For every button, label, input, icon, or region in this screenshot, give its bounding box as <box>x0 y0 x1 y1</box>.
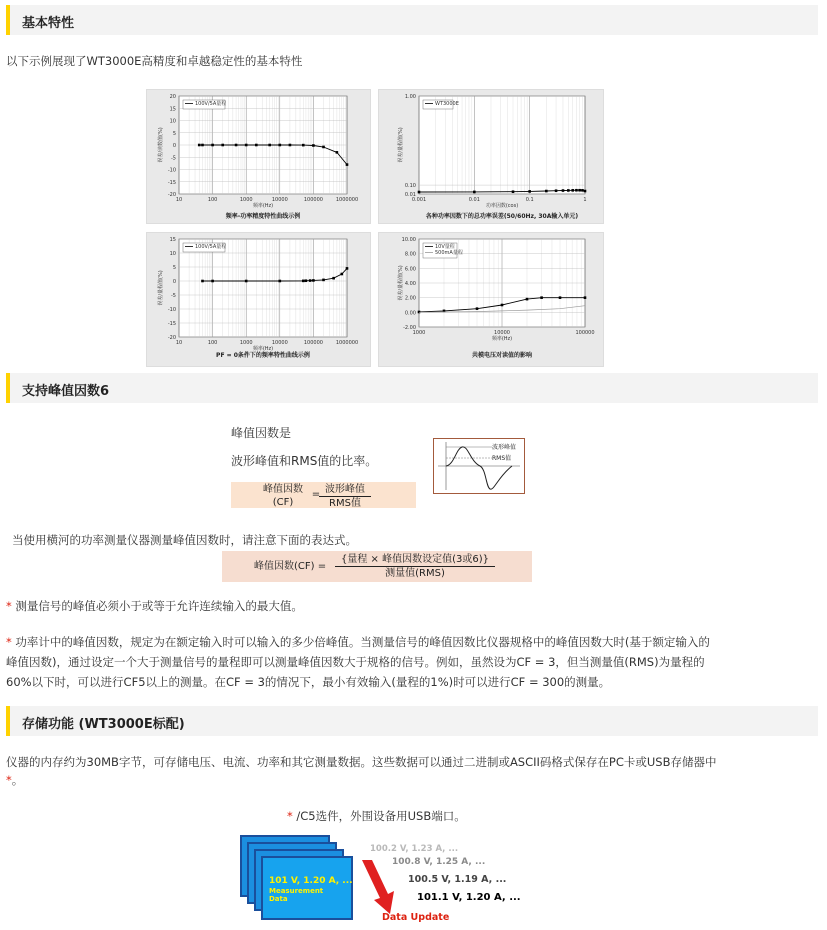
data-point <box>575 189 578 192</box>
data-point <box>322 279 325 282</box>
storage-footnote <box>287 806 466 826</box>
data-line-4: 101.1 V, 1.20 A, ... <box>417 892 521 903</box>
data-point <box>245 144 248 147</box>
chart-freq-accuracy-svg <box>147 90 372 225</box>
data-update-label: Data Update <box>382 912 450 923</box>
footnote-text: /C5选件，外围设备用USB端口。 <box>296 809 466 823</box>
x-tick-label: 100000 <box>575 330 595 336</box>
note2-line2: 峰值因数)，通过设定一个大于测量信号的量程即可以测量峰值因数大于规格的信号。例如，虽然设为CF = 3，但当测量值(RMS)为量程的 <box>6 655 705 669</box>
wave-label-rms: RMS值 <box>492 455 512 462</box>
y-axis-label: 误差/量程值(%) <box>398 265 404 301</box>
data-point <box>302 280 305 283</box>
data-point <box>584 296 587 299</box>
plot-area <box>179 239 347 337</box>
data-point <box>211 280 214 283</box>
x-tick-label: 10000 <box>271 340 288 346</box>
y-tick-label: -15 <box>167 179 176 186</box>
y-tick-label: -5 <box>171 293 176 299</box>
storage-desc-end <box>6 770 23 790</box>
x-tick-label: 1000 <box>412 330 426 336</box>
x-axis-label: 频率(Hz) <box>491 336 513 342</box>
waveform-diagram <box>433 438 525 494</box>
data-point <box>346 267 349 270</box>
note2-text1: 功率计中的峰值因数，规定为在额定输入时可以输入的多少倍峰值。当测量信号的峰值因数比仪器规格中的峰值因数大时(基于额定输入的 <box>15 635 710 649</box>
y-tick-label: 6.00 <box>404 266 416 273</box>
y-tick-label: 2.00 <box>404 295 416 302</box>
data-point <box>235 144 238 147</box>
legend-entry: 100V/5A量程 <box>195 101 227 107</box>
y-tick-label: -20 <box>167 335 176 341</box>
chart-pf0-freq <box>146 232 371 367</box>
x-tick-label: 100 <box>207 197 218 203</box>
x-tick-label: 1000000 <box>335 197 359 203</box>
crest-def-line1: 峰值因数是 <box>231 426 292 440</box>
data-point <box>512 190 515 193</box>
note1 <box>6 596 303 616</box>
legend-entry: WT3000E <box>435 101 459 107</box>
section-header-basic <box>6 5 818 35</box>
data-point <box>540 296 543 299</box>
y-tick-label: 10 <box>169 251 176 257</box>
data-point <box>198 144 201 147</box>
x-tick-label: 1000000 <box>335 340 359 346</box>
formula-eq: = <box>311 489 321 500</box>
legend-entry: 500mA量程 <box>435 250 463 256</box>
x-tick-label: 0.01 <box>468 197 480 203</box>
y-tick-label: 15 <box>169 106 176 113</box>
y-tick-label: -20 <box>167 192 176 198</box>
data-point <box>418 191 421 194</box>
x-tick-label: 10000 <box>271 197 288 203</box>
y-axis-label: 误差/量程值(%) <box>398 127 404 163</box>
y-tick-label: 0.01 <box>404 192 416 198</box>
y-tick-label: -10 <box>167 167 176 174</box>
data-point <box>201 280 204 283</box>
x-tick-label: 100 <box>207 340 218 346</box>
formula2-lhs: 峰值因数(CF) = <box>254 561 327 572</box>
formula-den: RMS值 <box>329 498 361 509</box>
update-arrow-icon <box>358 858 398 918</box>
x-tick-label: 0.1 <box>525 197 534 203</box>
y-tick-label: 10.00 <box>401 237 416 243</box>
x-axis-label: 功率因数(cos) <box>485 203 519 209</box>
data-point <box>559 296 562 299</box>
plot-area <box>419 96 585 194</box>
x-tick-label: 100000 <box>303 197 323 203</box>
y-tick-label: -10 <box>167 307 176 313</box>
data-line-3: 100.5 V, 1.19 A, ... <box>408 874 507 885</box>
data-point <box>279 144 282 147</box>
chart-common-mode <box>378 232 604 367</box>
y-tick-label: 20 <box>169 94 176 100</box>
data-point <box>211 144 214 147</box>
data-point <box>312 279 315 282</box>
card-text3: Data <box>269 895 288 903</box>
y-tick-label: 10 <box>169 118 176 125</box>
x-tick-label: 100000 <box>303 340 323 346</box>
y-tick-label: -15 <box>167 321 176 327</box>
note2-line1 <box>6 632 710 652</box>
data-point <box>305 279 308 282</box>
chart-pf-error-svg <box>379 90 605 225</box>
data-line-1: 100.2 V, 1.23 A, ... <box>370 844 459 854</box>
chart-title: PF = 0条件下的频率特性曲线示例 <box>216 352 310 359</box>
data-point <box>545 190 548 193</box>
memory-card-front <box>261 856 353 920</box>
crest-formula2-box <box>222 551 532 582</box>
y-tick-label: 0.00 <box>404 310 416 317</box>
note2-mark: * <box>6 635 12 649</box>
legend-entry: 100V/5A量程 <box>195 244 227 250</box>
card-text2: Measurement <box>269 887 324 895</box>
data-point <box>279 280 282 283</box>
y-tick-label: -2.00 <box>403 325 416 331</box>
data-point <box>501 304 504 307</box>
data-point <box>567 189 570 192</box>
data-point <box>528 190 531 193</box>
data-point <box>476 307 479 310</box>
storage-desc: 仪器的内存约为30MB字节，可存储电压、电流、功率和其它测量数据。这些数据可以通过二进制或ASCII码格式保存在PC卡或USB存储器中 <box>6 755 717 769</box>
y-tick-label: 15 <box>169 237 176 243</box>
data-point <box>555 189 558 192</box>
data-point <box>340 273 343 276</box>
y-tick-label: 5 <box>172 130 176 137</box>
crest-def-line2: 波形峰值和RMS值的比率。 <box>231 454 378 468</box>
data-point <box>584 190 587 193</box>
note1-mark: * <box>6 599 12 613</box>
x-axis-label: 频率(Hz) <box>252 203 274 209</box>
data-point <box>562 189 565 192</box>
section-header-storage <box>6 706 818 736</box>
footnote-mark: * <box>287 809 293 823</box>
crest-notice: 当使用横河的功率测量仪器测量峰值因数时，请注意下面的表达式。 <box>12 533 357 547</box>
y-tick-label: 8.00 <box>404 251 416 258</box>
x-tick-label: 0.001 <box>411 197 427 203</box>
data-point <box>309 279 312 282</box>
y-axis-label: 误差/读数值(%) <box>158 127 164 163</box>
crest-formula-box <box>231 482 416 508</box>
y-tick-label: -5 <box>171 155 176 162</box>
data-point <box>473 191 476 194</box>
section-header-crest <box>6 373 818 403</box>
wave-label-peak: 波形峰值 <box>492 444 517 451</box>
section-title: 基本特性 <box>22 16 75 31</box>
data-point <box>332 277 335 280</box>
data-point <box>346 163 349 166</box>
x-tick-label: 1 <box>583 197 587 203</box>
waveform-svg <box>434 439 524 493</box>
data-point <box>581 189 584 192</box>
chart-pf-error <box>378 89 604 224</box>
legend-entry: 10V量程 <box>435 244 455 250</box>
formula2-den: 测量值(RMS) <box>385 568 445 579</box>
formula2-num: {量程 × 峰值因数设定值(3或6)} <box>335 553 495 567</box>
data-point <box>571 189 574 192</box>
intro-text: 以下示例展现了WT3000E高精度和卓越稳定性的基本特性 <box>6 54 303 68</box>
y-tick-label: 0 <box>172 143 176 149</box>
x-tick-label: 10000 <box>494 330 510 336</box>
storage-desc-mark: * <box>6 773 12 787</box>
y-tick-label: 0 <box>172 279 176 285</box>
note1-text: 测量信号的峰值必须小于或等于允许连续输入的最大值。 <box>15 599 303 613</box>
chart-title: 频率-功率精度特性曲线示例 <box>225 213 301 220</box>
formula-lhs-top: 峰值因数 <box>263 484 303 495</box>
x-tick-label: 10 <box>175 340 183 346</box>
data-point <box>578 189 581 192</box>
storage-desc-end-text: 。 <box>11 773 24 787</box>
card-text1: 101 V, 1.20 A, ... <box>269 876 353 886</box>
chart-pf0-freq-svg <box>147 233 372 368</box>
data-point <box>245 280 248 283</box>
chart-title: 共模电压对读值的影响 <box>471 352 533 359</box>
y-axis-label: 误差/量程值(%) <box>158 270 164 306</box>
chart-title: 各种功率因数下的总功率误差(50/60Hz, 30A输入单元) <box>425 213 579 220</box>
section-title: 存储功能 (WT3000E标配) <box>22 717 185 732</box>
chart-freq-accuracy <box>146 89 371 224</box>
formula-num: 波形峰值 <box>319 483 371 497</box>
data-point <box>322 146 325 149</box>
data-point <box>221 144 224 147</box>
data-point <box>201 144 204 147</box>
x-tick-label: 1000 <box>239 197 253 203</box>
section-title: 支持峰值因数6 <box>22 384 110 399</box>
x-axis-label: 频率(Hz) <box>252 346 274 352</box>
data-point <box>336 151 339 154</box>
chart-common-mode-svg <box>379 233 605 368</box>
data-point <box>312 144 315 147</box>
data-point <box>289 144 292 147</box>
y-tick-label: 0.10 <box>404 183 416 190</box>
data-point <box>268 144 271 147</box>
data-line-2: 100.8 V, 1.25 A, ... <box>392 857 486 867</box>
data-point <box>255 144 258 147</box>
note2-line3: 60%以下时，可以进行CF5以上的测量。在CF = 3的情况下，最小有效输入(量程的1%)时可以进行CF = 300的测量。 <box>6 675 611 689</box>
data-point <box>526 298 529 301</box>
data-point <box>302 144 305 147</box>
formula-lhs-bottom: (CF) <box>272 497 294 508</box>
y-tick-label: 5 <box>172 265 176 271</box>
x-tick-label: 1000 <box>239 340 253 346</box>
x-tick-label: 10 <box>175 197 183 203</box>
y-tick-label: 1.00 <box>404 94 416 100</box>
y-tick-label: 4.00 <box>404 281 416 287</box>
